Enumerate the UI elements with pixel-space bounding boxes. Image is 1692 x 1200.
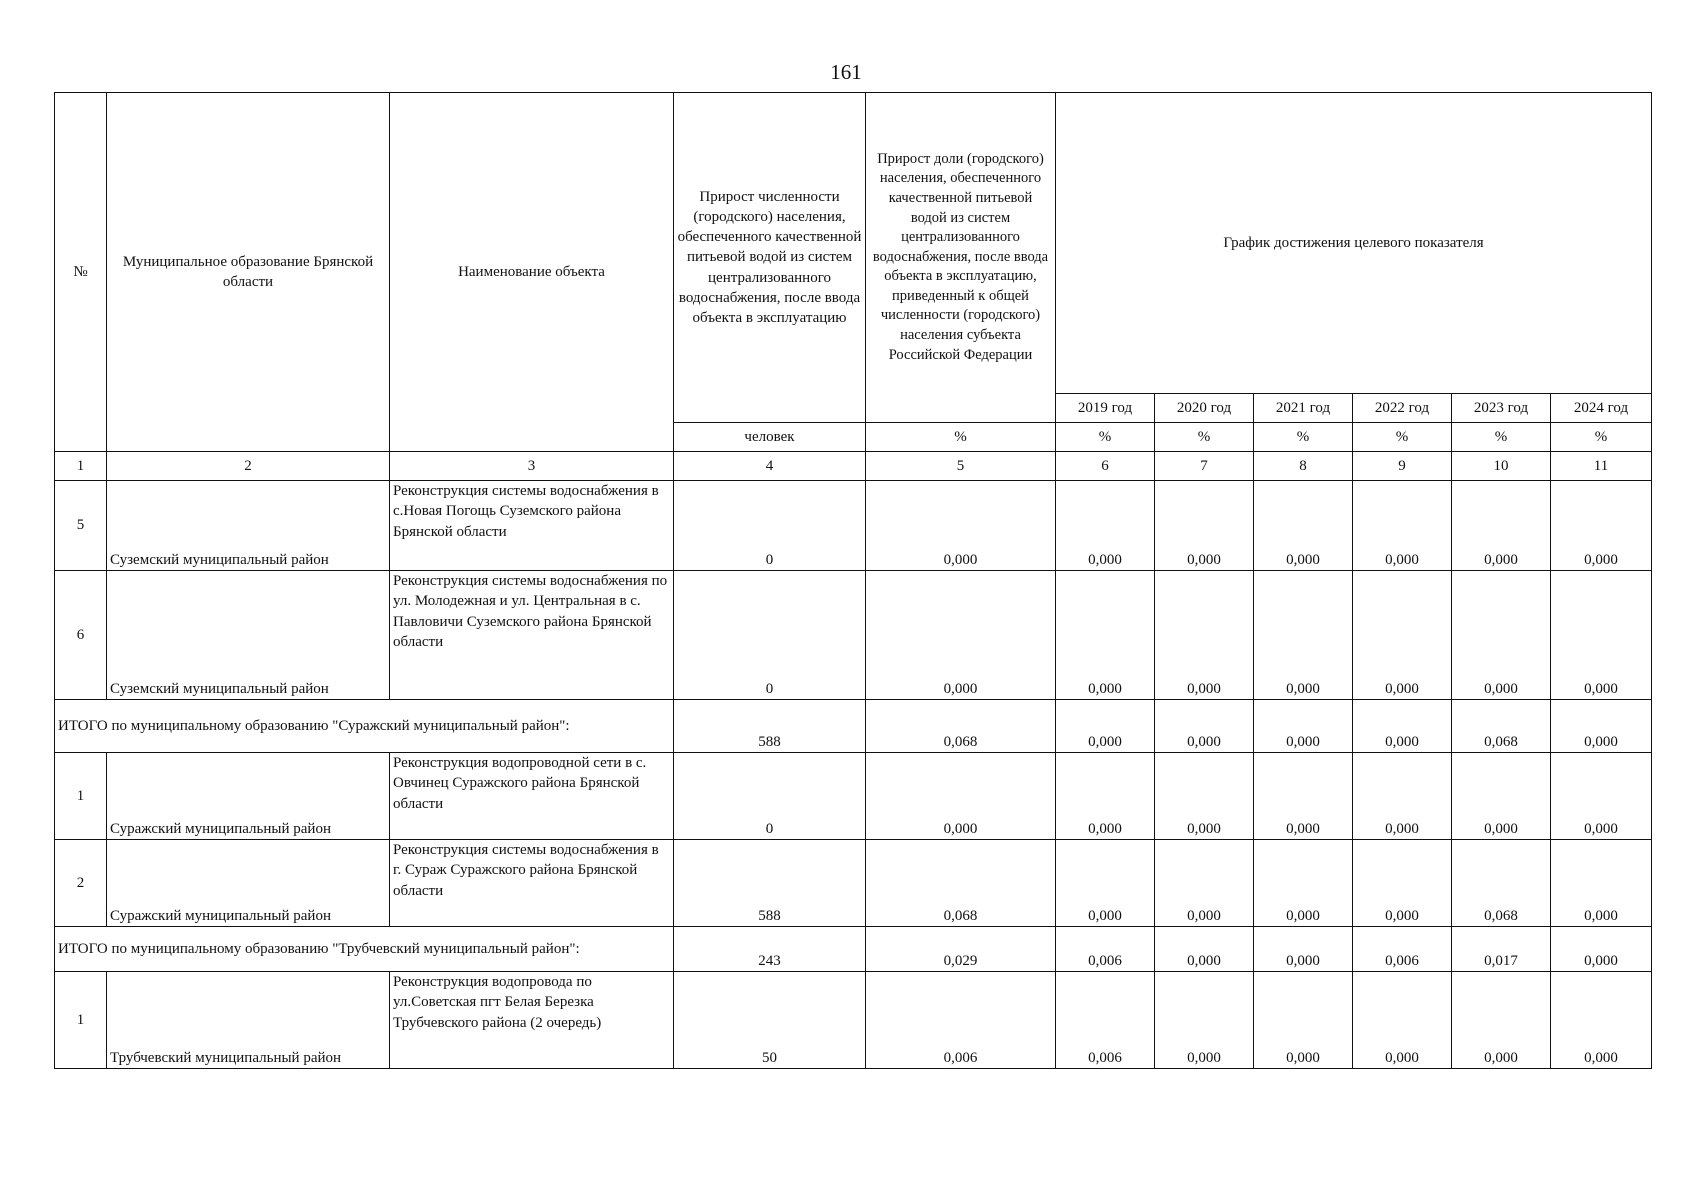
unit-percent: %	[1254, 423, 1353, 452]
header-municipality: Муниципальное образование Брянской области	[107, 93, 390, 452]
table-row	[55, 481, 1652, 571]
total-label: ИТОГО по муниципальному образованию "Трубчевский муниципальный район":	[55, 927, 674, 972]
year-value-cell: 0,000	[1254, 571, 1353, 700]
people-cell: 588	[674, 700, 866, 753]
header-object-name: Наименование объекта	[390, 93, 674, 452]
column-number: 7	[1155, 452, 1254, 481]
year-value-cell: 0,000	[1155, 972, 1254, 1069]
year-value-cell: 0,000	[1452, 481, 1551, 571]
year-value-cell: 0,000	[1155, 840, 1254, 927]
year-value-cell: 0,000	[1452, 571, 1551, 700]
year-value-cell: 0,000	[1353, 972, 1452, 1069]
people-cell: 0	[674, 753, 866, 840]
header-year-2021: 2021 год	[1254, 394, 1353, 423]
table-row	[55, 840, 1652, 927]
municipality-cell: Суземский муниципальный район	[107, 481, 390, 571]
year-value-cell: 0,000	[1353, 571, 1452, 700]
unit-percent: %	[1551, 423, 1652, 452]
year-value-cell: 0,000	[1254, 481, 1353, 571]
column-number: 8	[1254, 452, 1353, 481]
object-name-cell: Реконструкция системы водоснабжения по ул. Молодежная и ул. Центральная в с. Павловичи Суземского района Брянской области	[390, 571, 674, 700]
object-name-cell: Реконструкция водопровода по ул.Советская пгт Белая Березка Трубчевского района (2 очередь)	[390, 972, 674, 1069]
share-cell: 0,029	[866, 927, 1056, 972]
year-value-cell: 0,000	[1353, 700, 1452, 753]
column-number: 1	[55, 452, 107, 481]
header-year-2020: 2020 год	[1155, 394, 1254, 423]
year-value-cell: 0,000	[1254, 700, 1353, 753]
people-cell: 0	[674, 481, 866, 571]
share-cell: 0,000	[866, 571, 1056, 700]
header-share-growth: Прирост доли (городского) населения, обеспеченного качественной питьевой водой из систем централизованного водоснабжения, после ввода объекта в эксплуатацию, приведенный к общей численности (городского) населения субъекта Российской Федерации	[866, 93, 1056, 423]
year-value-cell: 0,006	[1056, 972, 1155, 1069]
unit-percent: %	[1155, 423, 1254, 452]
share-cell: 0,000	[866, 753, 1056, 840]
municipality-cell: Трубчевский муниципальный район	[107, 972, 390, 1069]
column-number: 11	[1551, 452, 1652, 481]
year-value-cell: 0,000	[1155, 927, 1254, 972]
column-number: 6	[1056, 452, 1155, 481]
total-label: ИТОГО по муниципальному образованию "Суражский муниципальный район":	[55, 700, 674, 753]
unit-percent: %	[866, 423, 1056, 452]
year-value-cell: 0,000	[1056, 840, 1155, 927]
unit-percent: %	[1056, 423, 1155, 452]
total-row	[55, 927, 1652, 972]
column-number: 5	[866, 452, 1056, 481]
year-value-cell: 0,000	[1551, 972, 1652, 1069]
year-value-cell: 0,006	[1056, 927, 1155, 972]
column-number: 9	[1353, 452, 1452, 481]
year-value-cell: 0,000	[1551, 840, 1652, 927]
table-row	[55, 753, 1652, 840]
year-value-cell: 0,017	[1452, 927, 1551, 972]
share-cell: 0,000	[866, 481, 1056, 571]
year-value-cell: 0,000	[1254, 927, 1353, 972]
year-value-cell: 0,000	[1254, 972, 1353, 1069]
year-value-cell: 0,000	[1551, 700, 1652, 753]
header-year-2023: 2023 год	[1452, 394, 1551, 423]
page-number: 161	[830, 60, 862, 84]
year-value-cell: 0,000	[1551, 753, 1652, 840]
year-value-cell: 0,000	[1056, 753, 1155, 840]
row-number: 1	[55, 753, 107, 840]
year-value-cell: 0,000	[1254, 753, 1353, 840]
row-number: 5	[55, 481, 107, 571]
year-value-cell: 0,000	[1155, 753, 1254, 840]
year-value-cell: 0,000	[1551, 571, 1652, 700]
year-value-cell: 0,000	[1056, 481, 1155, 571]
year-value-cell: 0,000	[1353, 753, 1452, 840]
unit-percent: %	[1452, 423, 1551, 452]
year-value-cell: 0,000	[1155, 481, 1254, 571]
column-number: 2	[107, 452, 390, 481]
year-value-cell: 0,000	[1254, 840, 1353, 927]
object-name-cell: Реконструкция системы водоснабжения в г. Сураж Суражского района Брянской области	[390, 840, 674, 927]
unit-people: человек	[674, 423, 866, 452]
column-number: 3	[390, 452, 674, 481]
year-value-cell: 0,000	[1155, 571, 1254, 700]
people-cell: 0	[674, 571, 866, 700]
year-value-cell: 0,006	[1353, 927, 1452, 972]
municipality-cell: Суземский муниципальный район	[107, 571, 390, 700]
year-value-cell: 0,000	[1353, 840, 1452, 927]
header-year-2022: 2022 год	[1353, 394, 1452, 423]
unit-percent: %	[1353, 423, 1452, 452]
table-row	[55, 972, 1652, 1069]
year-value-cell: 0,000	[1353, 481, 1452, 571]
object-name-cell: Реконструкция водопроводной сети в с. Овчинец Суражского района Брянской области	[390, 753, 674, 840]
share-cell: 0,006	[866, 972, 1056, 1069]
year-value-cell: 0,000	[1056, 571, 1155, 700]
year-value-cell: 0,000	[1155, 700, 1254, 753]
year-value-cell: 0,000	[1056, 700, 1155, 753]
row-number: 6	[55, 571, 107, 700]
share-cell: 0,068	[866, 700, 1056, 753]
year-value-cell: 0,000	[1551, 927, 1652, 972]
column-number: 10	[1452, 452, 1551, 481]
object-name-cell: Реконструкция системы водоснабжения в с.Новая Погощь Суземского района Брянской области	[390, 481, 674, 571]
header-population-growth: Прирост численности (городского) населения, обеспеченного качественной питьевой водой из систем централизованного водоснабжения, после ввода объекта в эксплуатацию	[674, 93, 866, 423]
header-number: №	[55, 93, 107, 452]
header-year-2024: 2024 год	[1551, 394, 1652, 423]
people-cell: 50	[674, 972, 866, 1069]
year-value-cell: 0,068	[1452, 840, 1551, 927]
column-number-row	[55, 452, 1652, 481]
row-number: 2	[55, 840, 107, 927]
header-year-2019: 2019 год	[1056, 394, 1155, 423]
people-cell: 588	[674, 840, 866, 927]
municipality-cell: Суражский муниципальный район	[107, 840, 390, 927]
row-number: 1	[55, 972, 107, 1069]
share-cell: 0,068	[866, 840, 1056, 927]
year-value-cell: 0,000	[1551, 481, 1652, 571]
water-supply-table	[54, 92, 1652, 1069]
total-row	[55, 700, 1652, 753]
year-value-cell: 0,000	[1452, 972, 1551, 1069]
table-row	[55, 571, 1652, 700]
year-value-cell: 0,000	[1452, 753, 1551, 840]
people-cell: 243	[674, 927, 866, 972]
municipality-cell: Суражский муниципальный район	[107, 753, 390, 840]
year-value-cell: 0,068	[1452, 700, 1551, 753]
column-number: 4	[674, 452, 866, 481]
header-schedule: График достижения целевого показателя	[1056, 93, 1652, 394]
